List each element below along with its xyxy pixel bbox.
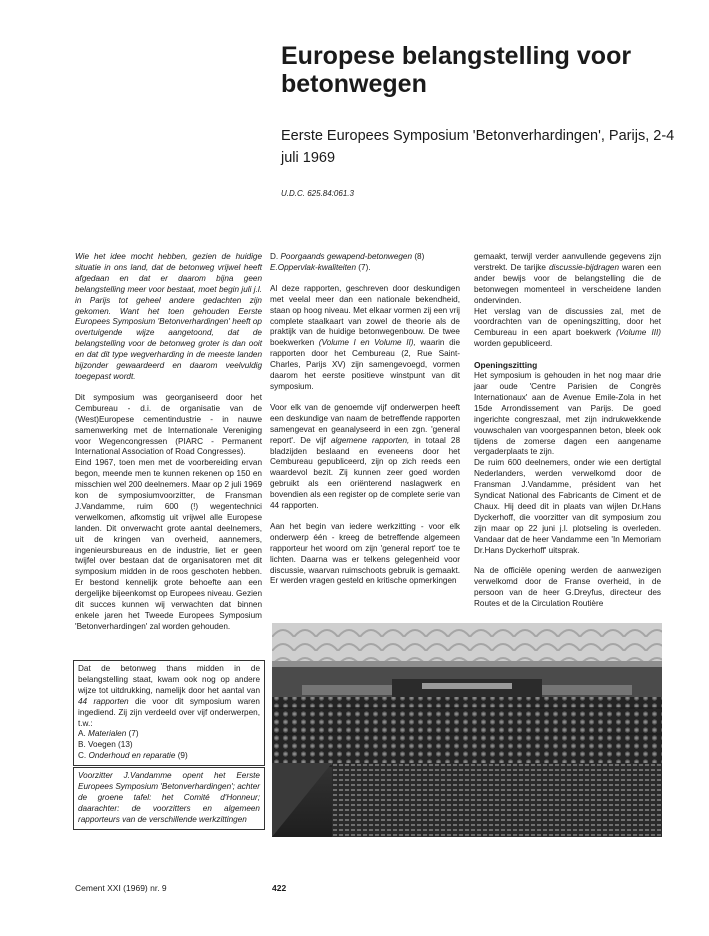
- paragraph: Al deze rapporten, geschreven door deskundigen met veelal meer dan een nationale bekendheid, staan op hoog niveau. Met elkaar vormen zij een vrij complete staalkaart van zowel de theorie als de praktijk van de huidige betonwegenbouw. De twee boekwerken (Volume I en Volume II), waarin die rapporten door het Cembureau (2, Rue Saint-Charles, Parijs XV) zijn samengevoegd, vormen daarom het eerste positieve winstpunt van dit symposium.: [270, 283, 461, 391]
- photo-caption: Voorzitter J.Vandamme opent het Eerste Europees Symposium 'Betonverhardingen'; achter de groene tafel: het Comité d'Honneur; daarachter: de voorzitters en algemeen rapporteurs van de verschillende werkzittingen: [73, 767, 265, 830]
- paragraph: Na de officiële opening werden de aanwezigen verwelkomd door de Franse overheid, in de persoon van de heer G.Dreyfus, directeur des Routes et de la Circulation Routière: [474, 566, 661, 609]
- paragraph: Dit symposium was georganiseerd door het Cembureau - d.i. de organisatie van de (West)Europese cementindustrie - in nauwe samenwerking met de Internationale Vereniging voor Wegencongressen (PIARC - Permanent International Association of Road Congresses).: [75, 392, 262, 457]
- topic-b: B. Voegen (13): [78, 740, 133, 750]
- intro-paragraph: Wie het idee mocht hebben, gezien de huidige situatie in ons land, dat de betonweg vrijwel heeft afgedaan en dat er daarom bijna geen belangstelling meer voor bestaat, moet begin juli j.l. in Parijs tot geheel andere gedachten zijn gekomen. Want het toen gehouden Eerste Europees Symposium 'Betonverhardingen' heeft op overtuigende wijze aangetoond, dat de belangstelling voor de betonweg groter is dan ooit en dat dit type wegverharding in de meeste landen bijzonder gewaardeerd en daarom veelvuldig toegepast wordt.: [75, 252, 262, 381]
- udc-code: U.D.C. 625.84:061.3: [281, 189, 354, 198]
- paragraph: gemaakt, terwijl verder aanvullende gegevens zijn verstrekt. De tarijke discussie-bijdragen waren een ander bewijs voor de belangstelling die de betonwegen momenteel in verscheidene landen ondervinden.: [474, 252, 661, 305]
- congress-hall-image: [272, 623, 662, 837]
- article-subtitle: Eerste Europees Symposium 'Betonverhardingen', Parijs, 2-4 juli 1969: [281, 128, 675, 166]
- section-heading: Openingszitting: [474, 360, 538, 371]
- column-2: [270, 252, 460, 587]
- topic-a: A. Materialen (7): [78, 729, 139, 739]
- topics-text: Dat de betonweg thans midden in de belangstelling staat, kwam ook nog op andere wijze tot uitdrukking, namelijk door het aantal van 44 rapporten die voor dit symposium waren ingediend. Zij zijn verdeeld over vijf onderwerpen, t.w.:: [78, 664, 260, 728]
- paragraph: Aan het begin van iedere werkzitting - voor elk onderwerp één - kreeg de betreffende algemeen rapporteur het woord om zijn 'general report' toe te lichten. Daarna was er telkens gelegenheid voor discussie, waarvan ruimschoots gebruik is gemaakt. Er werden vragen gesteld en kritische opmerkingen: [270, 521, 460, 586]
- paragraph: Voor elk van de genoemde vijf onderwerpen heeft een deskundige van naam de betreffende rapporten samengevat en geanalyseerd in een zgn. 'general report'. De vijf algemene rapporten, in totaal 28 bladzijden beslaand en eveneens door het Cembureau gepubliceerd, zijn op zich reeds een waardevol bezit. Zij kunnen zeer goed worden gebruikt als een oriënterend naslagwerk en bovendien als een register op de complete serie van 44 rapporten.: [270, 402, 461, 511]
- paragraph: Eind 1967, toen men met de voorbereiding ervan begon, meende men te kunnen rekenen op 150 en misschien wel 200 deelnemers. Maar op 2 juli 1969 kon de symposiumvoorzitter, de Fransman J.Vandamme, ruim 600 (!) wegentechnici verwelkomen, afkomstig uit vrijwel alle Europese landen. Dit onverwacht grote aantal deelnemers, uit de kringen van overheid, aannemers, ingenieursbureaus en de industrie, liet er geen twijfel over bestaan dat de organisatoren met dit symposium midden in de roos geschoten hebben. Er bestond kennelijk grote behoefte aan een dergelijke bijeenkomst op Europees niveau. Gezien dit succes kunnen wij verwachten dat binnen enkele jaren het Tweede Europees Symposium 'Betonverhardingen' zal worden gehouden.: [75, 458, 262, 631]
- congress-photo: [272, 623, 662, 837]
- column-1: [75, 252, 262, 633]
- page-number: 422: [272, 883, 287, 893]
- journal-reference: Cement XXI (1969) nr. 9: [75, 883, 167, 893]
- topic-d: D. Poorgaands gewapend-betonwegen (8): [270, 252, 425, 261]
- paragraph: Het symposium is gehouden in het nog maar drie jaar oude 'Centre Parisien de Congrès Internationaux' aan de Avenue Emile-Zola in het 15de Arrondissement van Parijs. De goed ingerichte congreszaal, met zijn indrukwekkende vouwschalen van voorgespannen beton, bleek ook tijdens de zomerse dagen een aangename vergaderplaats te zijn.: [474, 371, 661, 457]
- topic-e: E.Oppervlak-kwaliteiten (7).: [270, 262, 371, 272]
- paragraph: De ruim 600 deelnemers, onder wie een dertigtal Nederlanders, werden verwelkomd door de Fransman J.Vandamme, président van het Syndicat National des Fabricants de Ciment et de Chaux. Hij deed dit in plaats van wijlen Dr.Hans Dyckerhoff, die voorzitter van dit symposium zou zijn maar op 22 juni j.l. plotseling is overleden. Vandaar dat de heer Vandamme een 'In Memoriam Dr.Hans Dyckerhoff' uitsprak.: [474, 458, 661, 555]
- article-title: Europese belangstelling voor betonwegen: [281, 42, 632, 98]
- reports-count: 44 rapporten: [78, 696, 129, 706]
- paragraph: Het verslag van de discussies zal, met de voordrachten van de openingszitting, door het Cembureau in een apart boekwerk (Volume III) worden gepubliceerd.: [474, 306, 661, 349]
- topics-box: [73, 660, 265, 766]
- column-3: [474, 252, 661, 610]
- topic-c: C. Onderhoud en reparatie (9): [78, 751, 188, 761]
